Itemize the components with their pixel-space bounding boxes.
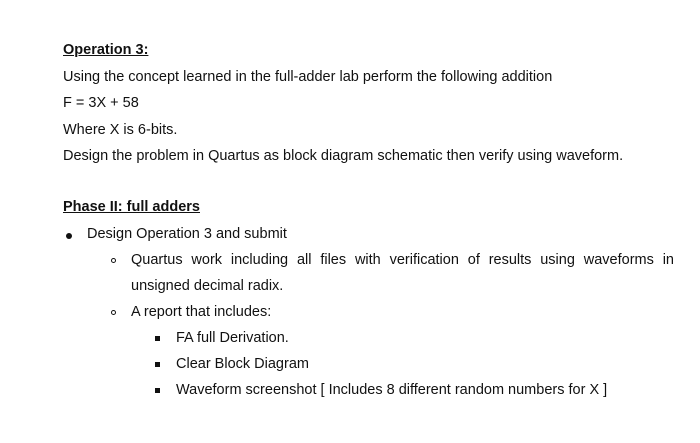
sub-item-1-line-1: Quartus work including all files with verification of results using waveforms in	[131, 252, 674, 268]
bullet-square-icon	[155, 336, 160, 341]
phase-bullet-text: Design Operation 3 and submit	[87, 226, 287, 242]
sub-item-1-line-2: unsigned decimal radix.	[131, 278, 284, 294]
report-item-2: Clear Block Diagram	[176, 356, 309, 372]
sub-item-2-text: A report that includes:	[131, 304, 272, 320]
operation-formula: F = 3X + 58	[63, 95, 139, 111]
report-item-1: FA full Derivation.	[176, 330, 289, 346]
report-item-3: Waveform screenshot [ Includes 8 different random numbers for X ]	[176, 382, 608, 398]
operation-heading: Operation 3:	[63, 42, 149, 58]
bullet-square-icon	[155, 362, 160, 367]
operation-line-3: Where X is 6-bits.	[63, 122, 178, 138]
bullet-square-icon	[155, 388, 160, 393]
operation-line-4: Design the problem in Quartus as block diagram schematic then verify using waveform.	[63, 148, 624, 164]
bullet-disc-icon	[66, 233, 72, 239]
operation-line-1: Using the concept learned in the full-adder lab perform the following addition	[63, 69, 553, 85]
bullet-circle-icon	[111, 310, 116, 315]
phase-heading: Phase II: full adders	[63, 199, 200, 215]
bullet-circle-icon	[111, 258, 116, 263]
